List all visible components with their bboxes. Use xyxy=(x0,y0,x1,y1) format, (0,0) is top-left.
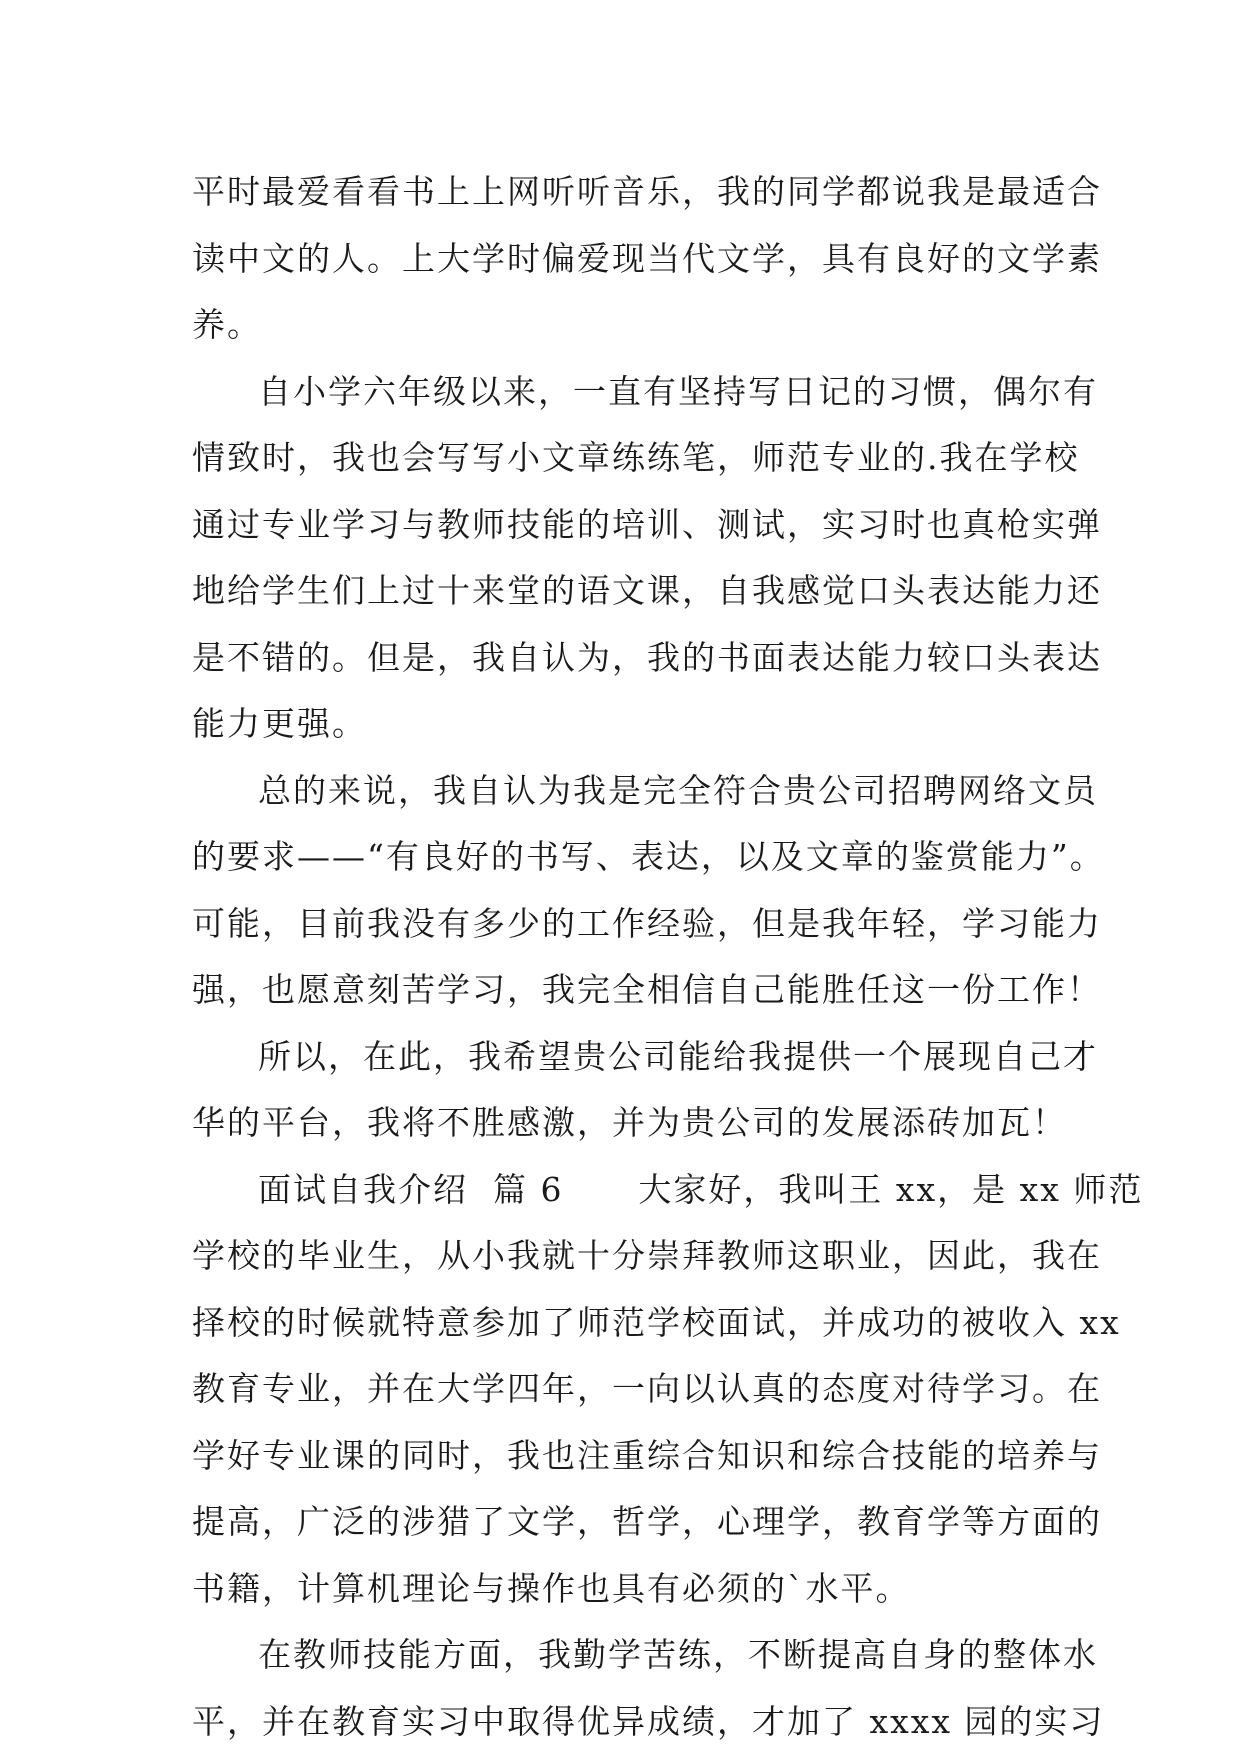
section-heading-line: 面试自我介绍 篇 6 大家好，我叫王 xx，是 xx 师范 xyxy=(192,1157,1082,1224)
text-line: 可能，目前我没有多少的工作经验，但是我年轻，学习能力 xyxy=(192,891,1082,958)
text-line: 学校的毕业生，从小我就十分崇拜教师这职业，因此，我在 xyxy=(192,1223,1082,1290)
paragraph-start-line: 所以，在此，我希望贵公司能给我提供一个展现自己才 xyxy=(192,1024,1082,1091)
text-line: 平，并在教育实习中取得优异成绩，才加了 xxxx 园的实习 xyxy=(192,1689,1082,1755)
text-line: 读中文的人。上大学时偏爱现当代文学，具有良好的文学素 xyxy=(192,226,1082,293)
text-line: 能力更强。 xyxy=(192,691,1082,758)
text-line: 地给学生们上过十来堂的语文课，自我感觉口头表达能力还 xyxy=(192,558,1082,625)
document-body xyxy=(192,159,1082,1755)
text-line: 强，也愿意刻苦学习，我完全相信自己能胜任这一份工作！ xyxy=(192,957,1082,1024)
text-line: 养。 xyxy=(192,292,1082,359)
text-line: 书籍，计算机理论与操作也具有必须的`水平。 xyxy=(192,1556,1082,1623)
text-line: 平时最爱看看书上上网听听音乐，我的同学都说我是最适合 xyxy=(192,159,1082,226)
text-line: 华的平台，我将不胜感激，并为贵公司的发展添砖加瓦！ xyxy=(192,1090,1082,1157)
paragraph-start-line: 自小学六年级以来，一直有坚持写日记的习惯，偶尔有 xyxy=(192,359,1082,426)
text-line: 情致时，我也会写写小文章练练笔，师范专业的.我在学校 xyxy=(192,425,1082,492)
text-line: 教育专业，并在大学四年，一向以认真的态度对待学习。在 xyxy=(192,1356,1082,1423)
text-line: 学好专业课的同时，我也注重综合知识和综合技能的培养与 xyxy=(192,1423,1082,1490)
paragraph-start-line: 在教师技能方面，我勤学苦练，不断提高自身的整体水 xyxy=(192,1622,1082,1689)
text-line: 择校的时候就特意参加了师范学校面试，并成功的被收入 xx xyxy=(192,1290,1082,1357)
text-line: 通过专业学习与教师技能的培训、测试，实习时也真枪实弹 xyxy=(192,492,1082,559)
text-line: 的要求——“有良好的书写、表达，以及文章的鉴赏能力”。 xyxy=(192,824,1082,891)
text-line: 提高，广泛的涉猎了文学，哲学，心理学，教育学等方面的 xyxy=(192,1489,1082,1556)
paragraph-start-line: 总的来说，我自认为我是完全符合贵公司招聘网络文员 xyxy=(192,758,1082,825)
text-line: 是不错的。但是，我自认为，我的书面表达能力较口头表达 xyxy=(192,625,1082,692)
